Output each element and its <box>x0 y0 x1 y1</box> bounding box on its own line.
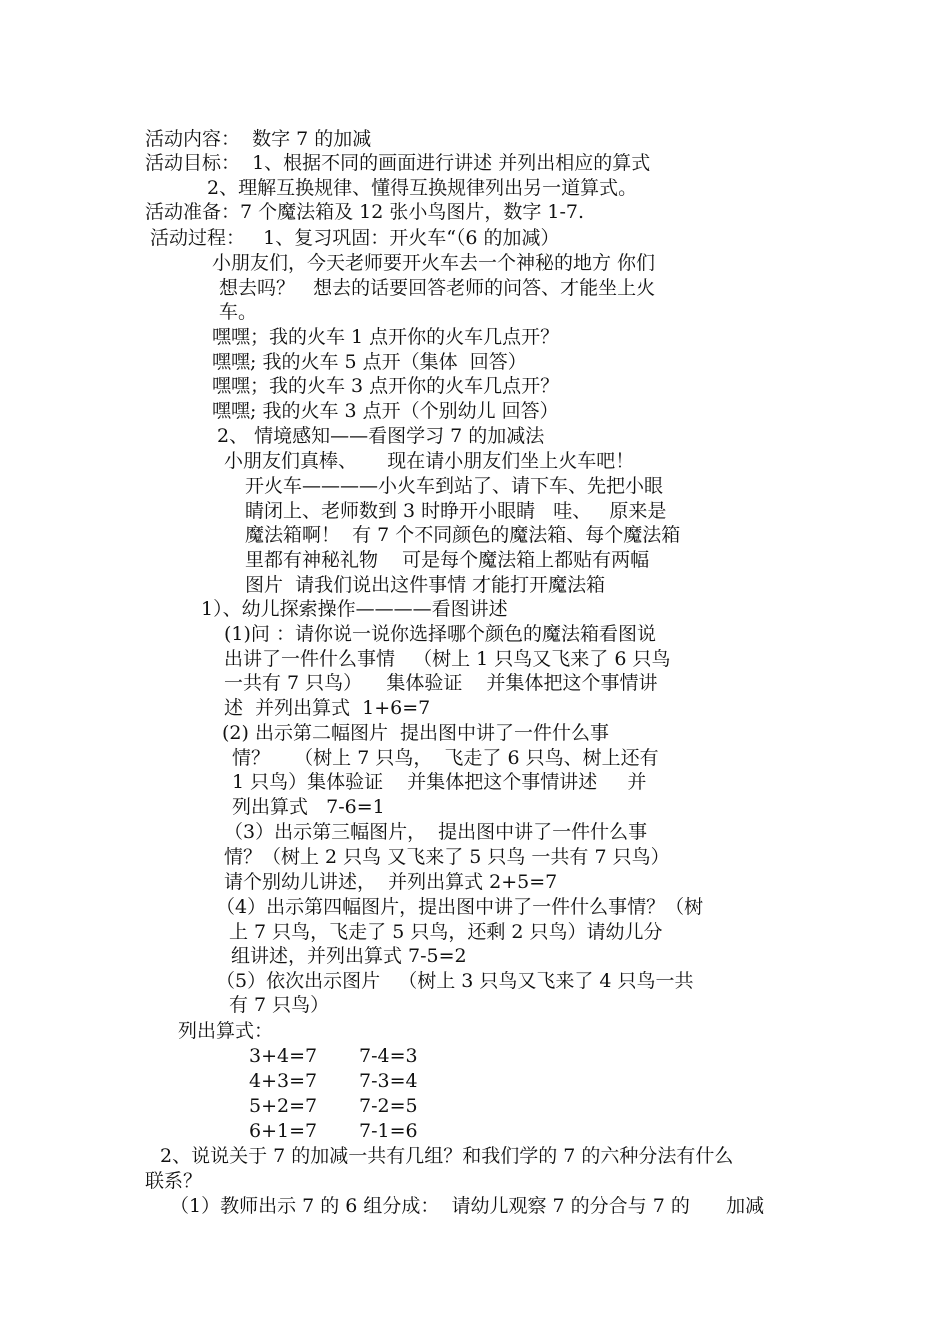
subtraction-equation: 7-2=5 <box>359 1095 418 1117</box>
text-line: 嘿嘿; 我的火车 3 点开（个别幼儿 回答） <box>212 400 559 422</box>
text-line: 请个别幼儿讲述， 并列出算式 2+5=7 <box>224 871 558 893</box>
text-line: 活动内容： 数字 7 的加减 <box>145 128 372 150</box>
text-line: 嘿嘿；我的火车 3 点开你的火车几点开？ <box>212 375 560 397</box>
text-line: 上 7 只鸟，飞走了 5 只鸟，还剩 2 只鸟）请幼儿分 <box>229 921 663 943</box>
text-line: 睛闭上、老师数到 3 时睁开小眼睛 哇、 原来是 <box>245 500 667 522</box>
text-line: 1）、幼儿探索操作————看图讲述 <box>201 598 508 620</box>
addition-equation: 4+3=7 <box>249 1070 318 1092</box>
text-line: 1 只鸟）集体验证 并集体把这个事情讲述 并 <box>232 771 647 793</box>
text-line: 图片 请我们说出这件事情 才能打开魔法箱 <box>245 574 606 596</box>
text-line: 有 7 只鸟） <box>229 994 330 1016</box>
text-line: 小朋友们，今天老师要开火车去一个神秘的地方 你们 <box>212 252 656 274</box>
text-line: 一共有 7 只鸟） 集体验证 并集体把这个事情讲 <box>224 672 658 694</box>
text-line: （3）出示第三幅图片， 提出图中讲了一件什么事 <box>224 821 648 843</box>
addition-equation: 5+2=7 <box>249 1095 318 1117</box>
text-line: 联系？ <box>145 1170 203 1192</box>
text-line: （4）出示第四幅图片，提出图中讲了一件什么事情？（树 <box>216 896 704 918</box>
text-line: （5）依次出示图片 （树上 3 只鸟又飞来了 4 只鸟一共 <box>216 970 694 992</box>
text-line: 小朋友们真棒、 现在请小朋友们坐上火车吧！ <box>224 450 635 472</box>
text-line: 列出算式 7-6=1 <box>232 796 385 818</box>
text-line: 活动过程： 1、复习巩固：开火车“（6 的加减） <box>150 227 560 249</box>
text-line: 2、 情境感知——看图学习 7 的加减法 <box>217 425 545 447</box>
subtraction-equation: 7-4=3 <box>359 1045 418 1067</box>
text-line: (2) 出示第二幅图片 提出图中讲了一件什么事 <box>222 722 610 744</box>
text-line: 车。 <box>219 301 258 323</box>
text-line: 述 并列出算式 1+6=7 <box>224 697 431 719</box>
text-line: (1)问 ：请你说一说你选择哪个颜色的魔法箱看图说 <box>224 623 656 645</box>
text-line: 嘿嘿; 我的火车 5 点开（集体 回答） <box>212 351 527 373</box>
text-line: 情？（树上 2 只鸟 又飞来了 5 只鸟 一共有 7 只鸟） <box>224 846 670 868</box>
text-line: 活动准备：7 个魔法箱及 12 张小鸟图片，数字 1-7. <box>145 201 585 223</box>
text-line: 出讲了一件什么事情 （树上 1 只鸟又飞来了 6 只鸟 <box>224 648 671 670</box>
text-line: 想去吗？ 想去的话要回答老师的问答、才能坐上火 <box>219 277 656 299</box>
text-line: 魔法箱啊！ 有 7 个不同颜色的魔法箱、每个魔法箱 <box>245 524 681 546</box>
text-line: 2、理解互换规律、懂得互换规律列出另一道算式。 <box>207 177 638 199</box>
text-line: 开火车————小火车到站了、请下车、先把小眼 <box>245 475 664 497</box>
text-line: （1）教师出示 7 的 6 组分成： 请幼儿观察 7 的分合与 7 的 加减 <box>170 1195 765 1217</box>
addition-equation: 6+1=7 <box>249 1120 318 1142</box>
text-line: 嘿嘿；我的火车 1 点开你的火车几点开？ <box>212 326 560 348</box>
subtraction-equation: 7-3=4 <box>359 1070 418 1092</box>
addition-equation: 3+4=7 <box>249 1045 318 1067</box>
subtraction-equation: 7-1=6 <box>359 1120 418 1142</box>
text-line: 里都有神秘礼物 可是每个魔法箱上都贴有两幅 <box>245 549 650 571</box>
text-line: 组讲述，并列出算式 7-5=2 <box>231 945 467 967</box>
text-line: 2、说说关于 7 的加减一共有几组？和我们学的 7 的六种分法有什么 <box>160 1145 734 1167</box>
text-line: 活动目标： 1、根据不同的画面进行讲述 并列出相应的算式 <box>145 152 651 174</box>
text-line: 情？ （树上 7 只鸟， 飞走了 6 只鸟、树上还有 <box>232 747 659 769</box>
text-line: 列出算式： <box>178 1020 274 1042</box>
